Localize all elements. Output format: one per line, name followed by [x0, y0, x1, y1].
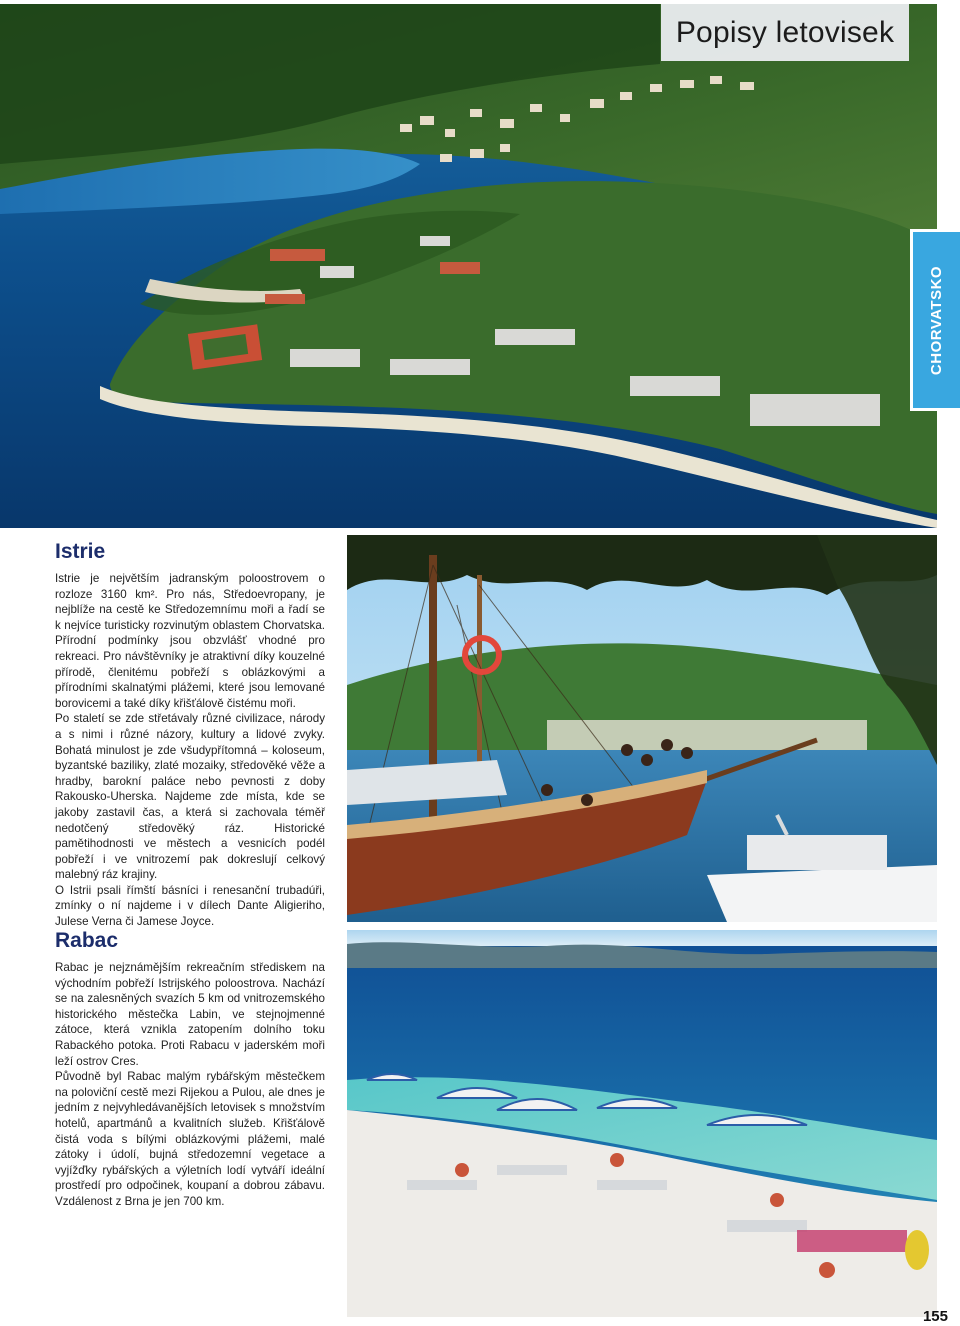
sailing-ship-photo — [347, 535, 937, 922]
rabac-body — [55, 960, 325, 1210]
section-heading-istrie: Istrie — [55, 540, 106, 563]
rabac-paragraph: Původně byl Rabac malým rybářským městečkem na poloviční cestě mezi Rijekou a Pulou, ale dnes je jedním z nejvyhledávanějších letovisek s množstvím hotelů, apartmánů a kvalitních služeb. Křišťálově čistá voda s bílými oblázkovými plážemi, malé zátoky i údolí, bujná středozemní vegetace a vyjížďky rybářských a výletních lodí vytváří ideální prostředí pro odpočinek, koupaní a dobrou zábavu. Vzdálenost z Brna je jen 700 km. — [55, 1070, 325, 1208]
rabac-paragraph: Rabac je nejznámějším rekreačním střediskem na východním pobřeží Istrijského poloostrova. Nachází se na zalesněných svazích 5 km od vnitrozemského historického městečka Labin, ve stejnojmenné zátoce, která vznikla zatopením dolního toku Rabackého potoka. Proti Rabacu v jaderském moři leží ostrov Cres. — [55, 961, 325, 1068]
country-side-tab — [910, 229, 960, 411]
section-heading-rabac: Rabac — [55, 929, 119, 952]
hero-aerial-photo — [0, 4, 937, 528]
istrie-body — [55, 571, 325, 930]
istrie-paragraph: O Istrii psali římští básníci i renesanční trubadúři, zmínky o ní najdeme i v dílech Dante Aligieriho, Julese Verna či Jamese Joyce. — [55, 883, 325, 929]
page-number: 155 — [922, 1308, 948, 1325]
istrie-paragraph: Istrie je největším jadranským poloostrovem o rozloze 3160 km². Pro nás, Středoevropany, je nejblíže na cestě ke Středozemnímu moři a řadí se k nejvíce turisticky rozvinutým oblastem Chorvatska. Přírodní podmínky jsou obzvlášť vhodné pro rekreaci. Pro návštěvníky je atraktivní díky kouzelné přírodě, členitému pobřeží s oblázkovými a přírodními skalnatými plážemi, které jsou lemované borovicemi a také díky křišťálově čistému moři. — [55, 572, 325, 710]
page-header-box — [661, 4, 909, 61]
pebble-beach-photo — [347, 930, 937, 1317]
istrie-paragraph: Po staletí se zde střetávaly různé civilizace, národy a s nimi i různé názory, kultury a lidové zvyky. Bohatá minulost je zde všudypřítomná – koloseum, byzantské baziliky, zlaté mozaiky, středověké věže a hradby, barokní paláce nebo pevnosti z doby Rakousko-Uherska. Najdeme zde místa, kde se jakoby zastavil čas, a která si zachovala téměř nedotčený středověký ráz. Historické pamětihodnosti ve městech a vesnicích podél pobřeží i ve vnitrozemí pak dokreslují celkový malebný ráz krajiny. — [55, 712, 325, 882]
page-title: Popisy letovisek — [675, 15, 895, 49]
side-tab-label: CHORVATSKO — [928, 265, 945, 375]
